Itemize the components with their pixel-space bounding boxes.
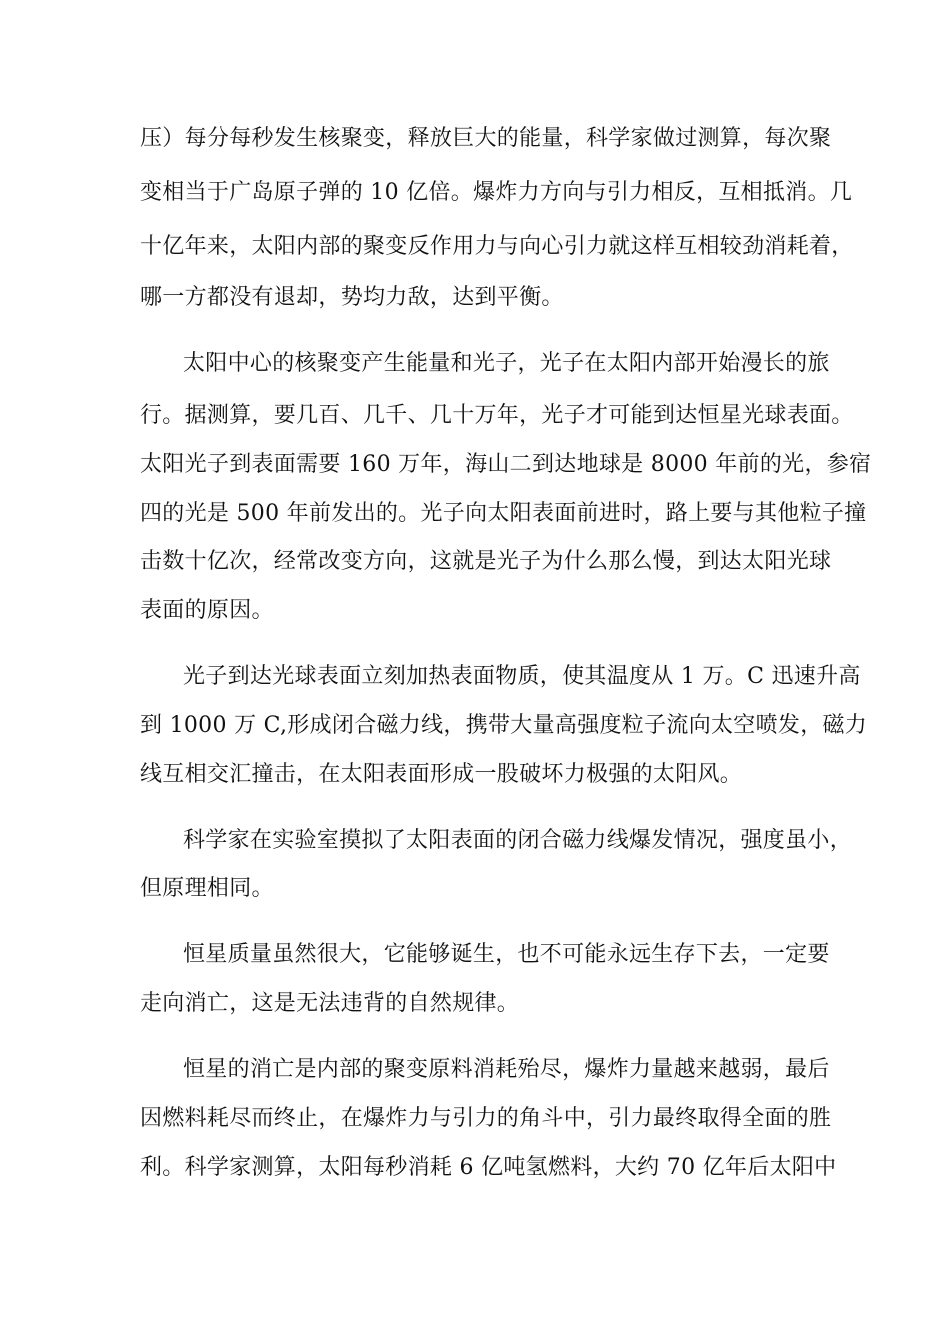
text-line: 光子到达光球表面立刻加热表面物质，使其温度从 1 万。C 迅速升高 [183,664,861,689]
text-line: 变相当于广岛原子弹的 10 亿倍。爆炸力方向与引力相反，互相抵消。几 [140,180,853,205]
text-line: 但原理相同。 [140,876,274,901]
text-line: 太阳中心的核聚变产生能量和光子，光子在太阳内部开始漫长的旅 [183,351,830,376]
text-line: 四的光是 500 年前发出的。光子向太阳表面前进时，路上要与其他粒子撞 [140,501,867,526]
text-line: 线互相交汇撞击，在太阳表面形成一股破坏力极强的太阳风。 [140,762,743,787]
text-line: 利。科学家测算，太阳每秒消耗 6 亿吨氢燃料，大约 70 亿年后太阳中 [140,1155,837,1180]
text-line: 科学家在实验室摸拟了太阳表面的闭合磁力线爆发情况，强度虽小， [183,828,853,853]
text-line: 恒星的消亡是内部的聚变原料消耗殆尽，爆炸力量越来越弱，最后 [183,1057,830,1082]
text-line: 十亿年来，太阳内部的聚变反作用力与向心引力就这样互相较劲消耗着， [140,234,854,259]
text-line: 太阳光子到表面需要 160 万年，海山二到达地球是 8000 年前的光，参宿 [140,452,872,477]
text-line: 表面的原因。 [140,598,274,623]
text-line: 哪一方都没有退却，势均力敌，达到平衡。 [140,285,564,310]
text-line: 行。据测算，要几百、几千、几十万年，光子才可能到达恒星光球表面。 [140,403,854,428]
text-line: 走向消亡，这是无法违背的自然规律。 [140,991,520,1016]
text-line: 压）每分每秒发生核聚变，释放巨大的能量，科学家做过测算，每次聚 [140,126,832,151]
text-line: 到 1000 万 C,形成闭合磁力线，携带大量高强度粒子流向太空喷发，磁力 [140,713,868,738]
text-line: 恒星质量虽然很大，它能够诞生，也不可能永远生存下去，一定要 [183,942,830,967]
text-line: 因燃料耗尽而终止，在爆炸力与引力的角斗中，引力最终取得全面的胜 [140,1106,832,1131]
text-line: 击数十亿次，经常改变方向，这就是光子为什么那么慢，到达太阳光球 [140,549,832,574]
